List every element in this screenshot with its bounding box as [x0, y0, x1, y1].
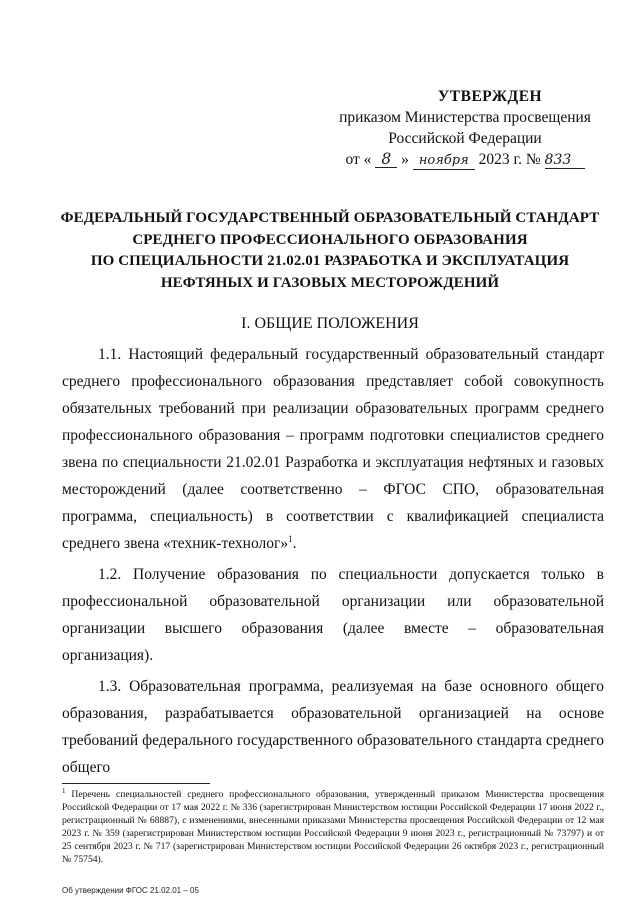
handwritten-month: ноября — [413, 153, 475, 170]
approval-block — [330, 86, 600, 170]
footnote-ref[interactable]: 1 — [288, 533, 293, 544]
date-mid: » — [401, 151, 409, 168]
footnote — [62, 788, 604, 866]
footnote-divider — [62, 783, 210, 784]
paragraph-1-2: 1.2. Получение образования по специальности допускается только в профессиональной образовательной организации или образовательной организации высшего образования (далее вместе – образовательная организация). — [62, 566, 604, 664]
footnote-text: Перечень специальностей среднего профессионального образования, утвержденный приказом Министерства просвещения Российской Федерации от 17 мая 2022 г. № 336 (зарегистрирован Министерством юстиции Российской Федерации 17 июня 2022 г., регистрационный № 68887), с изменениями, внесенными приказами Министерства просвещения Российской Федерации от 12 мая 2023 г. № 359 (зарегистрирован Министерством юстиции Российской Федерации 9 июня 2023 г., регистрационный № 73797) и от 25 сентября 2023 г. № 717 (зарегистрирован Министерством юстиции Российской Федерации 26 октября 2023 г., регистрационный № 75754). — [62, 789, 604, 865]
date-prefix: от « — [345, 151, 372, 168]
document-title — [60, 208, 600, 294]
paragraph-1-1-end: . — [292, 535, 297, 552]
date-year: 2023 г. № — [478, 151, 541, 168]
title-line-4: НЕФТЯНЫХ И ГАЗОВЫХ МЕСТОРОЖДЕНИЙ — [160, 274, 500, 291]
approval-heading: УТВЕРЖДЕН — [437, 88, 543, 105]
title-line-2: СРЕДНЕГО ПРОФЕССИОНАЛЬНОГО ОБРАЗОВАНИЯ — [132, 231, 528, 248]
footnote-mark: 1 — [62, 786, 66, 795]
title-line-1: ФЕДЕРАЛЬНЫЙ ГОСУДАРСТВЕННЫЙ ОБРАЗОВАТЕЛЬНЫЙ СТАНДАРТ — [60, 210, 600, 226]
document-footer: Об утверждении ФГОС 21.02.01 – 05 — [62, 886, 199, 895]
section-title: I. ОБЩИЕ ПОЛОЖЕНИЯ — [241, 315, 419, 332]
approval-line-country: Российской Федерации — [388, 130, 542, 147]
title-line-3: ПО СПЕЦИАЛЬНОСТИ 21.02.01 РАЗРАБОТКА И ЭКСПЛУАТАЦИЯ — [90, 253, 570, 269]
paragraph-1-3: 1.3. Образовательная программа, реализуемая на базе основного общего образования, разрабатывается образовательной организацией на основе требований федерального государственного образовательного стандарта среднего общего — [62, 678, 604, 776]
handwritten-day: 8 — [375, 151, 397, 168]
approval-date-line — [330, 149, 600, 170]
approval-line-ministry: приказом Министерства просвещения — [339, 109, 591, 126]
paragraph-1-1 — [62, 341, 604, 557]
body-text — [62, 341, 604, 785]
paragraph-1-1-text: 1.1. Настоящий федеральный государственный образовательный стандарт среднего профессионального образования представляет собой совокупность обязательных требований при реализации образовательных программ среднего профессионального образования – программ подготовки специалистов среднего звена по специальности 21.02.01 Разработка и эксплуатация нефтяных и газовых месторождений (далее соответственно – ФГОС СПО, образовательная программа, специальность) в соответствии с квалификацией специалиста среднего звена «техник-технолог» — [62, 346, 604, 552]
handwritten-order-number: 833 — [545, 152, 585, 169]
